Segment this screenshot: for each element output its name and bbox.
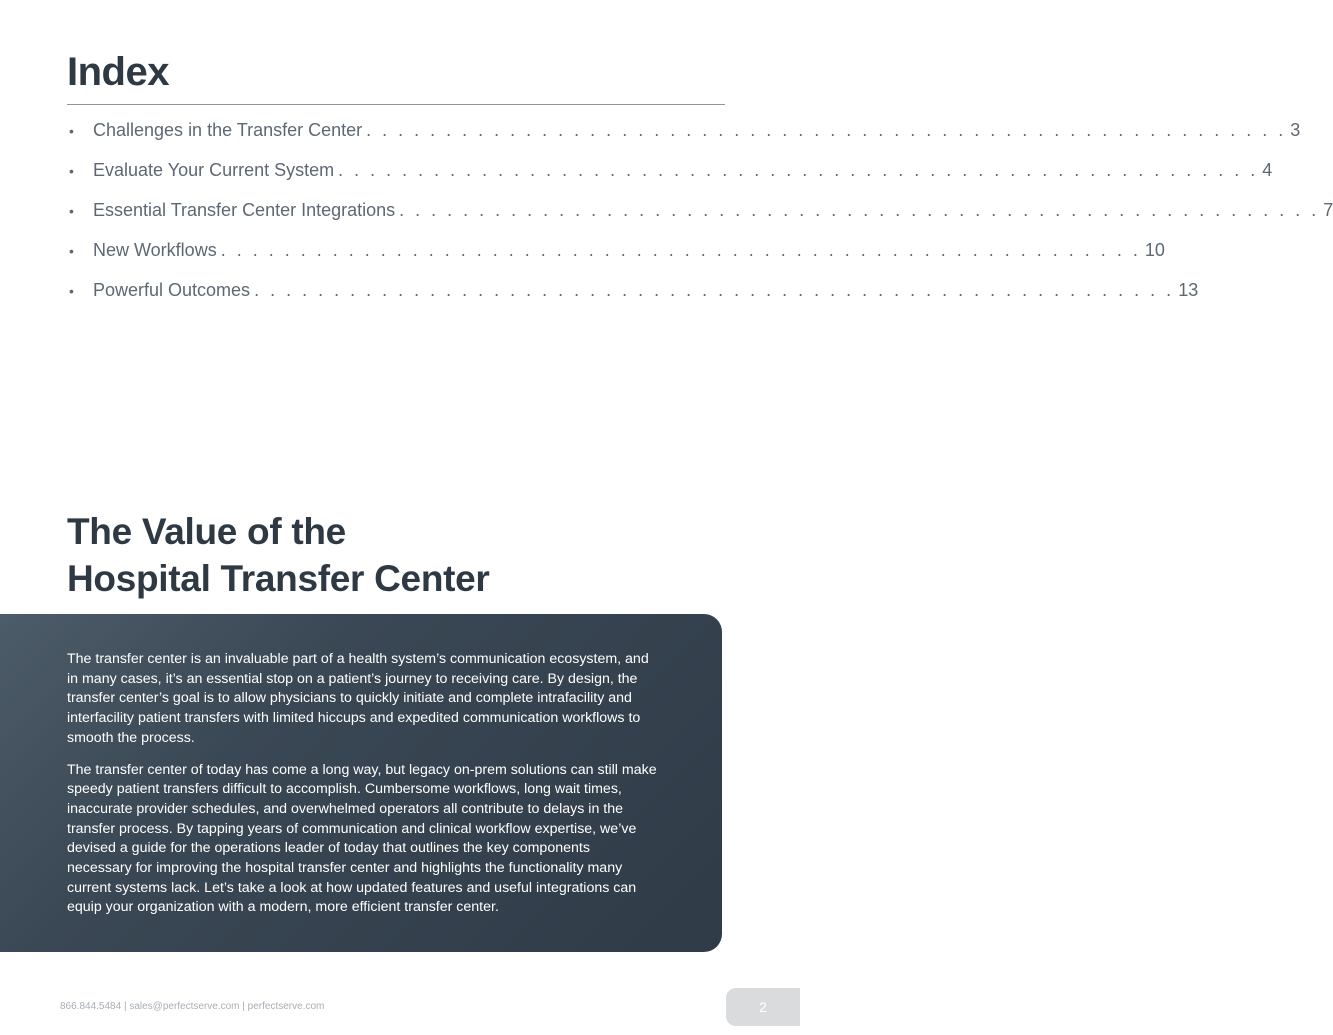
toc-item-outcomes[interactable] xyxy=(67,280,1199,320)
section-title xyxy=(67,508,490,602)
toc-item-page: 7 xyxy=(1323,200,1333,220)
page-number: 2 xyxy=(726,988,800,1026)
bullet-icon: • xyxy=(69,123,74,139)
intro-panel xyxy=(0,614,722,952)
toc-item-label: Powerful Outcomes xyxy=(93,280,251,300)
index-title: Index xyxy=(67,50,169,94)
intro-paragraph-2: The transfer center of today has come a long way, but legacy on-prem solutions can still make speedy patient transfers difficult to accomplish. Cumbersome workflows, long wait times, inaccurate provider schedules, and overwhelmed operators all contribute to delays in the transfer process. By tapping years of communication and clinical workflow expertise, we’ve devised a guide for the operations leader of today that outlines the key components necessary for improving the hospital transfer center and highlights the functionality many current systems lack. Let’s take a look at how updated features and useful integrations can equip your organization with a modern, more efficient transfer center. xyxy=(67,761,657,916)
dot-leader: . . . . . . . . . . . . . . . . . . . . . . . . . . . . . . . . . . . . . . . . . . . . . . . . . . . . . . . . . . xyxy=(338,160,1259,180)
section-title-line-2: Hospital Transfer Center xyxy=(67,558,490,599)
toc-item-label: Challenges in the Transfer Center xyxy=(93,120,363,140)
toc-item-label: New Workflows xyxy=(93,240,217,260)
dot-leader: . . . . . . . . . . . . . . . . . . . . . . . . . . . . . . . . . . . . . . . . . . . . . . . . . . . . . . . . . . xyxy=(254,280,1175,300)
dot-leader: . . . . . . . . . . . . . . . . . . . . . . . . . . . . . . . . . . . . . . . . . . . . . . . . . . . . . . . . . . xyxy=(366,120,1287,140)
dot-leader: . . . . . . . . . . . . . . . . . . . . . . . . . . . . . . . . . . . . . . . . . . . . . . . . . . . . . . . . . . xyxy=(220,240,1141,260)
toc-item-workflows[interactable] xyxy=(67,240,1165,280)
toc-item-evaluate[interactable] xyxy=(67,160,1273,200)
toc-item-label: Evaluate Your Current System xyxy=(93,160,335,180)
footer-contact: 866.844.5484 | sales@perfectserve.com | perfectserve.com xyxy=(60,1001,325,1012)
intro-text xyxy=(67,650,657,930)
toc-item-integrations[interactable] xyxy=(67,200,1333,240)
bullet-icon: • xyxy=(69,163,74,179)
bullet-icon: • xyxy=(69,283,74,299)
toc-item-page: 13 xyxy=(1178,280,1199,300)
intro-paragraph-1: The transfer center is an invaluable part of a health system’s communication ecosystem, and in many cases, it’s an essential stop on a patient’s journey to receiving care. By design, the transfer center’s goal is to allow physicians to quickly initiate and complete intrafacility and interfacility patient transfers with limited hiccups and expedited communication workflows to smooth the process. xyxy=(67,651,649,746)
toc-item-page: 10 xyxy=(1144,240,1165,260)
table-of-contents xyxy=(67,120,1333,320)
section-title-line-1: The Value of the xyxy=(67,511,346,552)
toc-item-page: 4 xyxy=(1262,160,1273,180)
bullet-icon: • xyxy=(69,203,74,219)
toc-item-challenges[interactable] xyxy=(67,120,1301,160)
bullet-icon: • xyxy=(69,243,74,259)
index-divider xyxy=(67,104,725,105)
toc-item-label: Essential Transfer Center Integrations xyxy=(93,200,396,220)
toc-item-page: 3 xyxy=(1290,120,1301,140)
dot-leader: . . . . . . . . . . . . . . . . . . . . . . . . . . . . . . . . . . . . . . . . . . . . . . . . . . . . . . . . . . xyxy=(399,200,1320,220)
